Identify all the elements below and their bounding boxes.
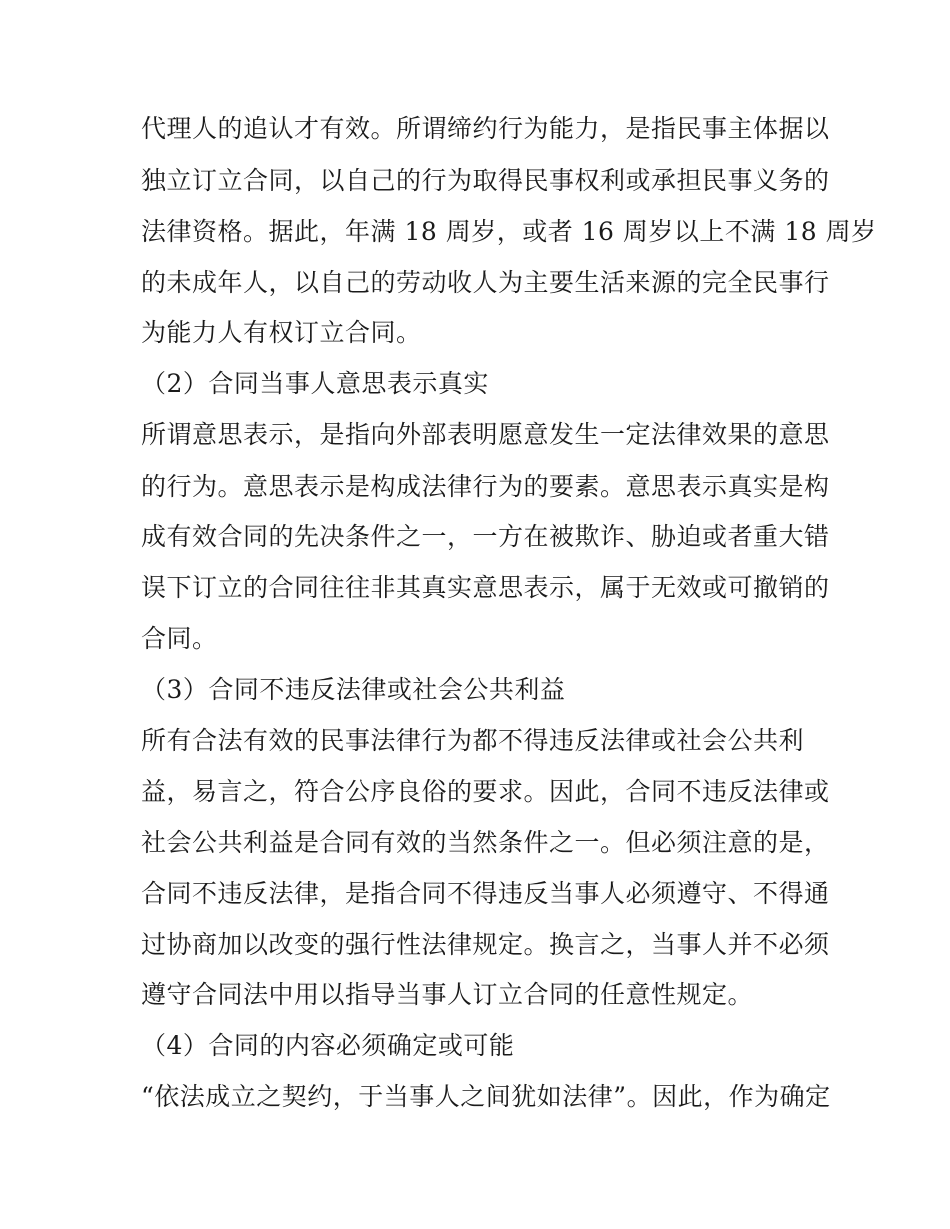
text-line-2: 独立订立合同，以自己的行为取得民事权利或承担民事义务的 [141,166,830,195]
section-heading-3: （3）合同不违反法律或社会公共利益 [141,675,566,704]
section-heading-4: （4）合同的内容必须确定或可能 [141,1031,515,1060]
text-line-5: 为能力人有权订立合同。 [141,318,422,347]
text-line-16: 合同不违反法律，是指合同不得违反当事人必须遵守、不得通 [141,879,830,908]
text-line-17: 过协商加以改变的强行性法律规定。换言之，当事人并不必须 [141,930,830,959]
text-line-1: 代理人的追认才有效。所谓缔约行为能力，是指民事主体据以 [141,114,830,143]
text-line-8: 的行为。意思表示是构成法律行为的要素。意思表示真实是构 [141,472,830,501]
text-line-9: 成有效合同的先决条件之一，一方在被欺诈、胁迫或者重大错 [141,522,830,551]
text-line-3: 法律资格。据此，年满 18 周岁，或者 16 周岁以上不满 18 周岁 [141,217,877,246]
section-heading-2: （2）合同当事人意思表示真实 [141,369,489,398]
text-line-11: 合同。 [141,624,218,653]
text-line-18: 遵守合同法中用以指导当事人订立合同的任意性规定。 [141,980,754,1009]
text-line-7: 所谓意思表示，是指向外部表明愿意发生一定法律效果的意思 [141,420,830,449]
text-line-14: 益，易言之，符合公序良俗的要求。因此，合同不违反法律或 [141,777,830,806]
text-line-20: “依法成立之契约，于当事人之间犹如法律”。因此，作为确定 [141,1082,831,1111]
text-line-4: 的未成年人，以自己的劳动收人为主要生活来源的完全民事行 [141,268,830,297]
text-line-15: 社会公共利益是合同有效的当然条件之一。但必须注意的是， [141,828,830,857]
text-line-10: 误下订立的合同往往非其真实意思表示，属于无效或可撤销的 [141,573,830,602]
text-line-13: 所有合法有效的民事法律行为都不得违反法律或社会公共利 [141,726,805,755]
